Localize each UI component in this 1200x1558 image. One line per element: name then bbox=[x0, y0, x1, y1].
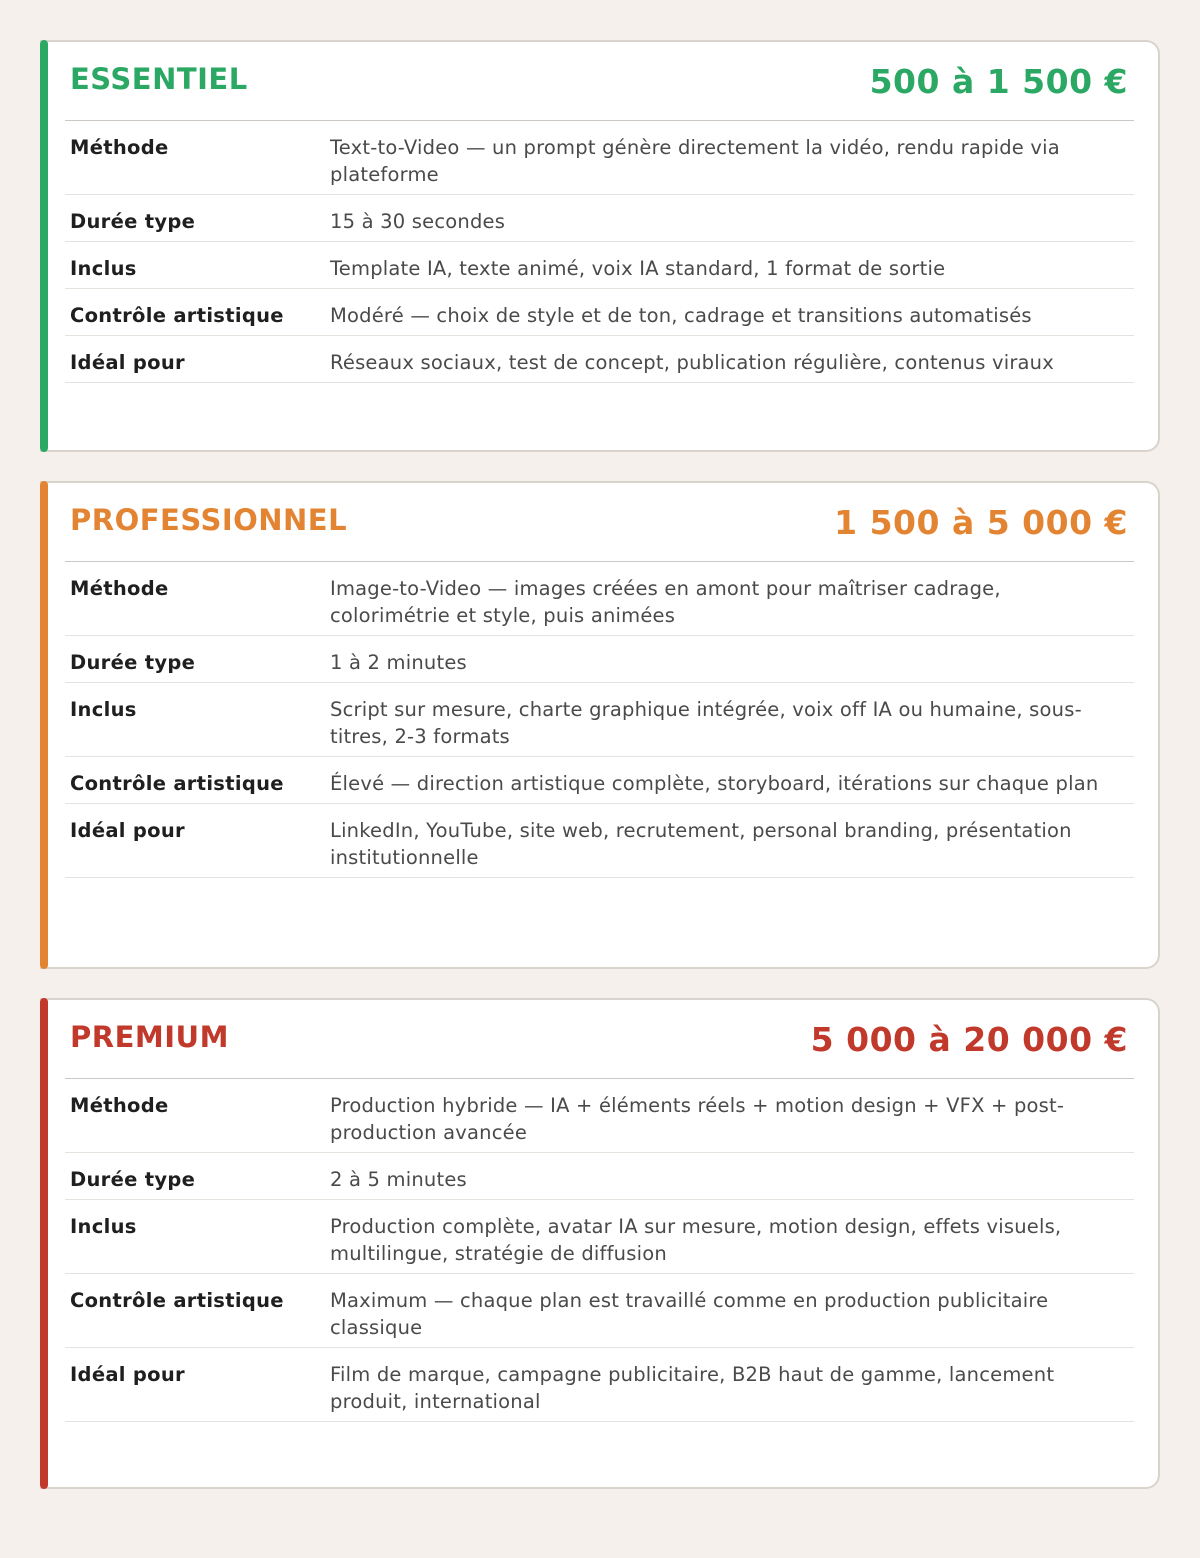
detail-value: Maximum — chaque plan est travaillé comme en production publicitaire classique bbox=[330, 1289, 1049, 1339]
detail-label: Idéal pour bbox=[70, 819, 185, 842]
tier-card-premium bbox=[40, 998, 1160, 1489]
detail-label: Durée type bbox=[70, 651, 196, 674]
detail-row-methode bbox=[65, 121, 1134, 195]
tier-accent-bar bbox=[40, 998, 48, 1489]
detail-row-controle bbox=[65, 1274, 1134, 1348]
detail-row-ideal bbox=[65, 1348, 1134, 1422]
detail-row-controle bbox=[65, 289, 1134, 336]
tier-price: 500 à 1 500 € bbox=[869, 62, 1128, 101]
detail-label: Inclus bbox=[70, 1215, 137, 1238]
tier-header bbox=[65, 483, 1134, 562]
detail-value: 1 à 2 minutes bbox=[330, 651, 467, 674]
detail-value: Film de marque, campagne publicitaire, B2B haut de gamme, lancement produit, international bbox=[330, 1363, 1055, 1413]
tier-accent-bar bbox=[40, 40, 48, 452]
tier-name: ESSENTIEL bbox=[70, 62, 248, 96]
detail-value: Élevé — direction artistique complète, storyboard, itérations sur chaque plan bbox=[330, 772, 1099, 795]
detail-value: Production complète, avatar IA sur mesure, motion design, effets visuels, multilingue, stratégie de diffusion bbox=[330, 1215, 1062, 1265]
detail-label: Méthode bbox=[70, 577, 169, 600]
detail-row-inclus bbox=[65, 1200, 1134, 1274]
tier-card-essentiel bbox=[40, 40, 1160, 452]
detail-value: LinkedIn, YouTube, site web, recrutement, personal branding, présentation institutionnelle bbox=[330, 819, 1072, 869]
tier-price: 5 000 à 20 000 € bbox=[810, 1020, 1128, 1059]
tier-details bbox=[65, 1079, 1134, 1422]
detail-value: Text-to-Video — un prompt génère directement la vidéo, rendu rapide via plateforme bbox=[330, 136, 1060, 186]
detail-label: Méthode bbox=[70, 1094, 169, 1117]
detail-row-duree bbox=[65, 636, 1134, 683]
tier-card-professionnel bbox=[40, 481, 1160, 969]
detail-label: Durée type bbox=[70, 210, 196, 233]
detail-label: Contrôle artistique bbox=[70, 1289, 284, 1312]
detail-value: Script sur mesure, charte graphique intégrée, voix off IA ou humaine, sous-titres, 2-3 formats bbox=[330, 698, 1082, 748]
detail-row-duree bbox=[65, 1153, 1134, 1200]
detail-row-inclus bbox=[65, 242, 1134, 289]
tier-header bbox=[65, 42, 1134, 121]
detail-label: Contrôle artistique bbox=[70, 772, 284, 795]
detail-label: Contrôle artistique bbox=[70, 304, 284, 327]
detail-label: Durée type bbox=[70, 1168, 196, 1191]
detail-label: Idéal pour bbox=[70, 1363, 185, 1386]
tier-details bbox=[65, 562, 1134, 878]
detail-value: Réseaux sociaux, test de concept, publication régulière, contenus viraux bbox=[330, 351, 1054, 374]
detail-label: Méthode bbox=[70, 136, 169, 159]
detail-row-duree bbox=[65, 195, 1134, 242]
detail-value: 2 à 5 minutes bbox=[330, 1168, 467, 1191]
detail-value: Modéré — choix de style et de ton, cadrage et transitions automatisés bbox=[330, 304, 1032, 327]
tier-header bbox=[65, 1000, 1134, 1079]
detail-label: Idéal pour bbox=[70, 351, 185, 374]
detail-row-ideal bbox=[65, 804, 1134, 878]
detail-row-methode bbox=[65, 562, 1134, 636]
tier-details bbox=[65, 121, 1134, 383]
detail-row-inclus bbox=[65, 683, 1134, 757]
tier-name: PROFESSIONNEL bbox=[70, 503, 348, 537]
detail-value: Template IA, texte animé, voix IA standard, 1 format de sortie bbox=[330, 257, 946, 280]
detail-value: 15 à 30 secondes bbox=[330, 210, 506, 233]
tier-name: PREMIUM bbox=[70, 1020, 229, 1054]
tier-price: 1 500 à 5 000 € bbox=[834, 503, 1128, 542]
tier-accent-bar bbox=[40, 481, 48, 969]
detail-row-ideal bbox=[65, 336, 1134, 383]
detail-label: Inclus bbox=[70, 698, 137, 721]
detail-label: Inclus bbox=[70, 257, 137, 280]
detail-row-methode bbox=[65, 1079, 1134, 1153]
detail-value: Production hybride — IA + éléments réels + motion design + VFX + post-production avancée bbox=[330, 1094, 1065, 1144]
detail-row-controle bbox=[65, 757, 1134, 804]
detail-value: Image-to-Video — images créées en amont pour maîtriser cadrage, colorimétrie et style, puis animées bbox=[330, 577, 1001, 627]
